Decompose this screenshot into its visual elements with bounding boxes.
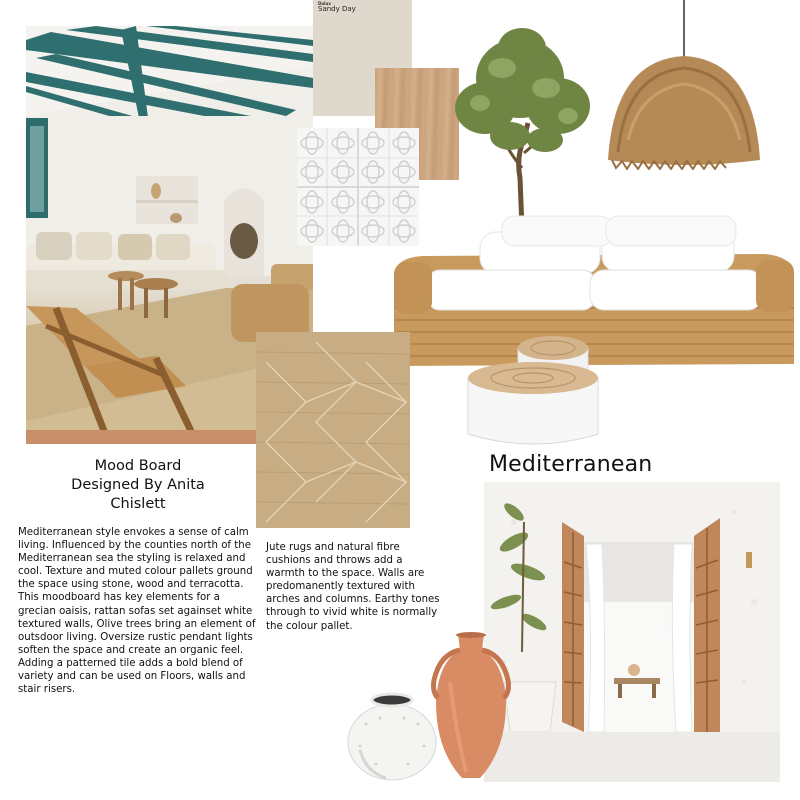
title-line-3: Chislett [110, 496, 166, 512]
jute-rug [256, 332, 410, 528]
moodboard-title-block [40, 457, 236, 514]
mediterranean-doorway-photo [484, 482, 780, 782]
pendant-light-illustration [604, 0, 764, 170]
olive-tree [450, 28, 596, 228]
stump-tables-illustration [466, 334, 622, 450]
wooden-door-left [562, 522, 584, 732]
rattan-pendant-light [604, 0, 764, 170]
paint-brand-label: Dulux [318, 1, 331, 6]
white-stump-side-tables [466, 334, 622, 450]
terracotta-vase-illustration [426, 632, 516, 780]
white-round-vase [346, 690, 438, 782]
jute-rug-pattern [256, 332, 410, 528]
title-line-2: Designed By Anita [71, 477, 205, 493]
doorway-illustration [484, 482, 780, 782]
terracotta-amphora-vase [426, 632, 516, 780]
style-heading: Mediterranean [489, 452, 653, 477]
wooden-door-right [694, 518, 720, 736]
title-line-1: Mood Board [94, 458, 182, 474]
description-paragraph-2: Jute rugs and natural fibre cushions and throws add a warmth to the space. Walls are predomanently textured with arches and columns. Earthy tones through to vivid white is normally the colour pallet. [266, 542, 440, 632]
white-vase-illustration [346, 690, 438, 782]
olive-tree-illustration [450, 28, 596, 228]
paint-color-name: Sandy Day [318, 5, 356, 13]
description-paragraph-1: Mediterranean style envokes a sense of calm living. Influenced by the counties north of the Mediterranean sea the styling is relaxed and cool. Texture and muted colour pallets ground the space using stone, wood and terracotta. This moodboard has key elements for a grecian oaisis, rattan sofas set againset white textured walls, Olive trees bring an element of outsdoor living. Oversize rustic pendant lights soften the space and create an organic feel. Adding a patterned tile adds a bold blend of variety and can be used on Floors, walls and stair risers. [18, 527, 256, 696]
